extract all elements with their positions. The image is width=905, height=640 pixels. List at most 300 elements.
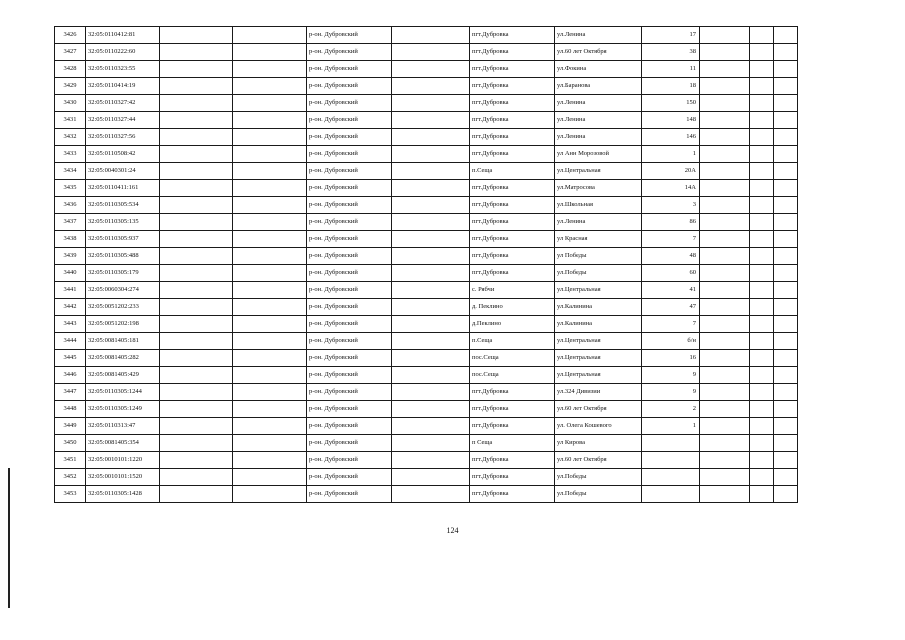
house-number-cell: 1 <box>642 418 700 435</box>
street-cell: ул Победы <box>555 248 642 265</box>
empty-cell <box>233 95 307 112</box>
empty-cell <box>700 333 750 350</box>
district-cell: р-он. Дубровский <box>307 401 392 418</box>
empty-cell <box>750 367 774 384</box>
district-cell: р-он. Дубровский <box>307 316 392 333</box>
empty-cell <box>750 469 774 486</box>
empty-cell <box>774 384 798 401</box>
table-row <box>55 316 798 333</box>
row-number-cell: 3451 <box>55 452 86 469</box>
empty-cell <box>160 248 233 265</box>
house-number-cell <box>642 452 700 469</box>
empty-cell <box>392 469 470 486</box>
empty-cell <box>160 435 233 452</box>
house-number-cell: 86 <box>642 214 700 231</box>
empty-cell <box>774 112 798 129</box>
row-number-cell: 3438 <box>55 231 86 248</box>
empty-cell <box>774 418 798 435</box>
row-number-cell: 3441 <box>55 282 86 299</box>
house-number-cell: 20А <box>642 163 700 180</box>
empty-cell <box>700 146 750 163</box>
cadastral-number-cell: 32:05:0040301:24 <box>86 163 160 180</box>
empty-cell <box>750 248 774 265</box>
empty-cell <box>160 231 233 248</box>
row-number-cell: 3436 <box>55 197 86 214</box>
district-cell: р-он. Дубровский <box>307 129 392 146</box>
row-number-cell: 3449 <box>55 418 86 435</box>
settlement-cell: пгт.Дубровка <box>470 180 555 197</box>
empty-cell <box>774 95 798 112</box>
empty-cell <box>700 197 750 214</box>
empty-cell <box>774 265 798 282</box>
table-row <box>55 163 798 180</box>
empty-cell <box>774 486 798 503</box>
row-number-cell: 3448 <box>55 401 86 418</box>
empty-cell <box>750 163 774 180</box>
empty-cell <box>700 78 750 95</box>
table-row <box>55 44 798 61</box>
empty-cell <box>160 469 233 486</box>
cadastral-number-cell: 32:05:0110305:488 <box>86 248 160 265</box>
table-row <box>55 435 798 452</box>
empty-cell <box>774 299 798 316</box>
district-cell: р-он. Дубровский <box>307 197 392 214</box>
table-row <box>55 299 798 316</box>
table-row <box>55 197 798 214</box>
settlement-cell: пгт.Дубровка <box>470 112 555 129</box>
table-row <box>55 112 798 129</box>
row-number-cell: 3435 <box>55 180 86 197</box>
table-row <box>55 469 798 486</box>
empty-cell <box>750 316 774 333</box>
empty-cell <box>233 401 307 418</box>
street-cell: ул.Калинина <box>555 316 642 333</box>
cadastral-number-cell: 32:05:0110508:42 <box>86 146 160 163</box>
district-cell: р-он. Дубровский <box>307 452 392 469</box>
street-cell: ул Кирова <box>555 435 642 452</box>
empty-cell <box>392 265 470 282</box>
house-number-cell <box>642 486 700 503</box>
district-cell: р-он. Дубровский <box>307 231 392 248</box>
row-number-cell: 3431 <box>55 112 86 129</box>
house-number-cell <box>642 469 700 486</box>
table-row <box>55 248 798 265</box>
cadastral-number-cell: 32:05:0110327:44 <box>86 112 160 129</box>
empty-cell <box>750 214 774 231</box>
house-number-cell: 1 <box>642 146 700 163</box>
empty-cell <box>700 214 750 231</box>
empty-cell <box>774 231 798 248</box>
row-number-cell: 3444 <box>55 333 86 350</box>
empty-cell <box>233 333 307 350</box>
house-number-cell: 16 <box>642 350 700 367</box>
registry-table <box>54 26 798 503</box>
empty-cell <box>392 401 470 418</box>
empty-cell <box>392 486 470 503</box>
empty-cell <box>233 469 307 486</box>
cadastral-number-cell: 32:05:0081405:429 <box>86 367 160 384</box>
empty-cell <box>774 469 798 486</box>
empty-cell <box>750 78 774 95</box>
row-number-cell: 3434 <box>55 163 86 180</box>
empty-cell <box>700 129 750 146</box>
empty-cell <box>700 265 750 282</box>
district-cell: р-он. Дубровский <box>307 384 392 401</box>
empty-cell <box>160 367 233 384</box>
empty-cell <box>392 61 470 78</box>
empty-cell <box>392 367 470 384</box>
settlement-cell: пгт.Дубровка <box>470 401 555 418</box>
district-cell: р-он. Дубровский <box>307 435 392 452</box>
empty-cell <box>392 95 470 112</box>
empty-cell <box>160 112 233 129</box>
district-cell: р-он. Дубровский <box>307 214 392 231</box>
street-cell: ул.Ленина <box>555 95 642 112</box>
cadastral-number-cell: 32:05:0110327:42 <box>86 95 160 112</box>
cadastral-number-cell: 32:05:0110411:161 <box>86 180 160 197</box>
street-cell: ул.Победы <box>555 265 642 282</box>
settlement-cell: пгт.Дубровка <box>470 384 555 401</box>
empty-cell <box>774 44 798 61</box>
settlement-cell: пгт.Дубровка <box>470 248 555 265</box>
empty-cell <box>160 418 233 435</box>
empty-cell <box>392 27 470 44</box>
empty-cell <box>233 61 307 78</box>
house-number-cell: 14А <box>642 180 700 197</box>
empty-cell <box>750 401 774 418</box>
district-cell: р-он. Дубровский <box>307 146 392 163</box>
street-cell: ул.Калинина <box>555 299 642 316</box>
empty-cell <box>700 452 750 469</box>
table-row <box>55 367 798 384</box>
street-cell: ул.Фокина <box>555 61 642 78</box>
empty-cell <box>750 44 774 61</box>
district-cell: р-он. Дубровский <box>307 486 392 503</box>
empty-cell <box>774 146 798 163</box>
settlement-cell: пгт.Дубровка <box>470 61 555 78</box>
settlement-cell: пгт.Дубровка <box>470 469 555 486</box>
empty-cell <box>392 197 470 214</box>
empty-cell <box>233 44 307 61</box>
cadastral-number-cell: 32:05:0051202:233 <box>86 299 160 316</box>
empty-cell <box>233 418 307 435</box>
table-row <box>55 265 798 282</box>
empty-cell <box>233 129 307 146</box>
row-number-cell: 3440 <box>55 265 86 282</box>
cadastral-number-cell: 32:05:0110305:179 <box>86 265 160 282</box>
empty-cell <box>392 146 470 163</box>
empty-cell <box>160 316 233 333</box>
empty-cell <box>700 112 750 129</box>
district-cell: р-он. Дубровский <box>307 265 392 282</box>
empty-cell <box>750 333 774 350</box>
row-number-cell: 3437 <box>55 214 86 231</box>
cadastral-number-cell: 32:05:0110305:1428 <box>86 486 160 503</box>
empty-cell <box>392 418 470 435</box>
empty-cell <box>700 350 750 367</box>
empty-cell <box>700 180 750 197</box>
empty-cell <box>700 486 750 503</box>
house-number-cell: 17 <box>642 27 700 44</box>
street-cell: ул. Олега Кошевого <box>555 418 642 435</box>
empty-cell <box>774 27 798 44</box>
empty-cell <box>774 180 798 197</box>
table-row <box>55 129 798 146</box>
settlement-cell: пгт.Дубровка <box>470 27 555 44</box>
house-number-cell: 148 <box>642 112 700 129</box>
empty-cell <box>774 367 798 384</box>
row-number-cell: 3429 <box>55 78 86 95</box>
empty-cell <box>774 316 798 333</box>
table-row <box>55 27 798 44</box>
empty-cell <box>700 316 750 333</box>
row-number-cell: 3443 <box>55 316 86 333</box>
street-cell: ул.Центральная <box>555 333 642 350</box>
empty-cell <box>392 316 470 333</box>
cadastral-number-cell: 32:05:0110305:1249 <box>86 401 160 418</box>
empty-cell <box>233 231 307 248</box>
empty-cell <box>160 180 233 197</box>
empty-cell <box>750 418 774 435</box>
row-number-cell: 3426 <box>55 27 86 44</box>
row-number-cell: 3447 <box>55 384 86 401</box>
table-row <box>55 180 798 197</box>
district-cell: р-он. Дубровский <box>307 350 392 367</box>
empty-cell <box>700 95 750 112</box>
row-number-cell: 3445 <box>55 350 86 367</box>
empty-cell <box>160 163 233 180</box>
settlement-cell: пгт.Дубровка <box>470 78 555 95</box>
table-row <box>55 452 798 469</box>
settlement-cell: п.Сеща <box>470 163 555 180</box>
house-number-cell: 41 <box>642 282 700 299</box>
empty-cell <box>160 44 233 61</box>
table-row <box>55 146 798 163</box>
row-number-cell: 3432 <box>55 129 86 146</box>
house-number-cell: 9 <box>642 367 700 384</box>
empty-cell <box>750 299 774 316</box>
district-cell: р-он. Дубровский <box>307 367 392 384</box>
empty-cell <box>233 214 307 231</box>
empty-cell <box>750 435 774 452</box>
settlement-cell: д. Пеклино <box>470 299 555 316</box>
street-cell: ул.Ленина <box>555 27 642 44</box>
page-number: 124 <box>446 526 459 535</box>
settlement-cell: п Сеща <box>470 435 555 452</box>
empty-cell <box>160 384 233 401</box>
empty-cell <box>392 384 470 401</box>
empty-cell <box>233 367 307 384</box>
cadastral-number-cell: 32:05:0110323:55 <box>86 61 160 78</box>
cadastral-number-cell: 32:05:0081405:354 <box>86 435 160 452</box>
row-number-cell: 3453 <box>55 486 86 503</box>
settlement-cell: пгт.Дубровка <box>470 129 555 146</box>
street-cell: ул.Центральная <box>555 350 642 367</box>
house-number-cell: 146 <box>642 129 700 146</box>
empty-cell <box>233 486 307 503</box>
empty-cell <box>160 146 233 163</box>
district-cell: р-он. Дубровский <box>307 248 392 265</box>
empty-cell <box>233 316 307 333</box>
street-cell: ул.Баранова <box>555 78 642 95</box>
empty-cell <box>750 112 774 129</box>
empty-cell <box>160 265 233 282</box>
cadastral-number-cell: 32:05:0110305:1244 <box>86 384 160 401</box>
empty-cell <box>392 163 470 180</box>
empty-cell <box>233 299 307 316</box>
empty-cell <box>750 384 774 401</box>
row-number-cell: 3452 <box>55 469 86 486</box>
empty-cell <box>160 61 233 78</box>
street-cell: ул Анн Морозовой <box>555 146 642 163</box>
house-number-cell: 7 <box>642 316 700 333</box>
settlement-cell: пгт.Дубровка <box>470 231 555 248</box>
empty-cell <box>750 265 774 282</box>
empty-cell <box>233 146 307 163</box>
street-cell: ул.Ленина <box>555 214 642 231</box>
row-number-cell: 3433 <box>55 146 86 163</box>
street-cell: ул.Школьная <box>555 197 642 214</box>
empty-cell <box>700 61 750 78</box>
empty-cell <box>160 350 233 367</box>
empty-cell <box>750 486 774 503</box>
district-cell: р-он. Дубровский <box>307 112 392 129</box>
row-number-cell: 3430 <box>55 95 86 112</box>
table-row <box>55 231 798 248</box>
street-cell: ул.Ленина <box>555 112 642 129</box>
empty-cell <box>774 333 798 350</box>
settlement-cell: пгт.Дубровка <box>470 214 555 231</box>
street-cell: ул.324 Дивизии <box>555 384 642 401</box>
empty-cell <box>774 163 798 180</box>
empty-cell <box>160 214 233 231</box>
street-cell: ул.60 лет Октября <box>555 452 642 469</box>
house-number-cell: 9 <box>642 384 700 401</box>
settlement-cell: с. Рябчи <box>470 282 555 299</box>
cadastral-number-cell: 32:05:0081405:181 <box>86 333 160 350</box>
cadastral-number-cell: 32:05:0010101:1220 <box>86 452 160 469</box>
row-number-cell: 3439 <box>55 248 86 265</box>
cadastral-number-cell: 32:05:0010101:1520 <box>86 469 160 486</box>
table-row <box>55 350 798 367</box>
empty-cell <box>750 27 774 44</box>
empty-cell <box>774 401 798 418</box>
cadastral-number-cell: 32:05:0110305:937 <box>86 231 160 248</box>
row-number-cell: 3427 <box>55 44 86 61</box>
house-number-cell: б/н <box>642 333 700 350</box>
empty-cell <box>233 112 307 129</box>
house-number-cell: 2 <box>642 401 700 418</box>
settlement-cell: пгт.Дубровка <box>470 418 555 435</box>
street-cell: ул.Центральная <box>555 367 642 384</box>
house-number-cell: 7 <box>642 231 700 248</box>
cadastral-number-cell: 32:05:0110412:81 <box>86 27 160 44</box>
empty-cell <box>700 299 750 316</box>
district-cell: р-он. Дубровский <box>307 44 392 61</box>
empty-cell <box>233 384 307 401</box>
district-cell: р-он. Дубровский <box>307 282 392 299</box>
empty-cell <box>700 418 750 435</box>
district-cell: р-он. Дубровский <box>307 95 392 112</box>
empty-cell <box>160 486 233 503</box>
district-cell: р-он. Дубровский <box>307 78 392 95</box>
table-row <box>55 214 798 231</box>
house-number-cell <box>642 435 700 452</box>
table-row <box>55 78 798 95</box>
empty-cell <box>392 452 470 469</box>
row-number-cell: 3428 <box>55 61 86 78</box>
house-number-cell: 60 <box>642 265 700 282</box>
empty-cell <box>233 350 307 367</box>
empty-cell <box>700 27 750 44</box>
empty-cell <box>233 78 307 95</box>
empty-cell <box>774 197 798 214</box>
table-row <box>55 486 798 503</box>
street-cell: ул.60 лет Октября <box>555 401 642 418</box>
empty-cell <box>700 248 750 265</box>
settlement-cell: пгт.Дубровка <box>470 197 555 214</box>
empty-cell <box>700 401 750 418</box>
empty-cell <box>392 129 470 146</box>
settlement-cell: пос.Сеща <box>470 350 555 367</box>
empty-cell <box>233 435 307 452</box>
table-row <box>55 61 798 78</box>
street-cell: ул.Центральная <box>555 282 642 299</box>
empty-cell <box>160 299 233 316</box>
empty-cell <box>750 95 774 112</box>
empty-cell <box>774 282 798 299</box>
street-cell: ул.Центральная <box>555 163 642 180</box>
empty-cell <box>750 197 774 214</box>
empty-cell <box>392 350 470 367</box>
table-row <box>55 401 798 418</box>
scan-margin-line <box>8 468 10 608</box>
street-cell: ул.Победы <box>555 469 642 486</box>
house-number-cell: 48 <box>642 248 700 265</box>
empty-cell <box>392 44 470 61</box>
empty-cell <box>700 384 750 401</box>
house-number-cell: 47 <box>642 299 700 316</box>
street-cell: ул.Победы <box>555 486 642 503</box>
empty-cell <box>774 248 798 265</box>
empty-cell <box>160 401 233 418</box>
empty-cell <box>392 299 470 316</box>
empty-cell <box>700 367 750 384</box>
empty-cell <box>160 282 233 299</box>
cadastral-number-cell: 32:05:0081405:282 <box>86 350 160 367</box>
empty-cell <box>233 248 307 265</box>
table-row <box>55 282 798 299</box>
empty-cell <box>700 163 750 180</box>
empty-cell <box>233 27 307 44</box>
house-number-cell: 150 <box>642 95 700 112</box>
empty-cell <box>774 61 798 78</box>
empty-cell <box>233 163 307 180</box>
district-cell: р-он. Дубровский <box>307 180 392 197</box>
district-cell: р-он. Дубровский <box>307 61 392 78</box>
empty-cell <box>700 231 750 248</box>
empty-cell <box>750 61 774 78</box>
cadastral-number-cell: 32:05:0110222:60 <box>86 44 160 61</box>
district-cell: р-он. Дубровский <box>307 163 392 180</box>
district-cell: р-он. Дубровский <box>307 333 392 350</box>
empty-cell <box>160 333 233 350</box>
empty-cell <box>750 231 774 248</box>
settlement-cell: д.Пеклино <box>470 316 555 333</box>
settlement-cell: пгт.Дубровка <box>470 146 555 163</box>
empty-cell <box>160 27 233 44</box>
settlement-cell: пгт.Дубровка <box>470 95 555 112</box>
